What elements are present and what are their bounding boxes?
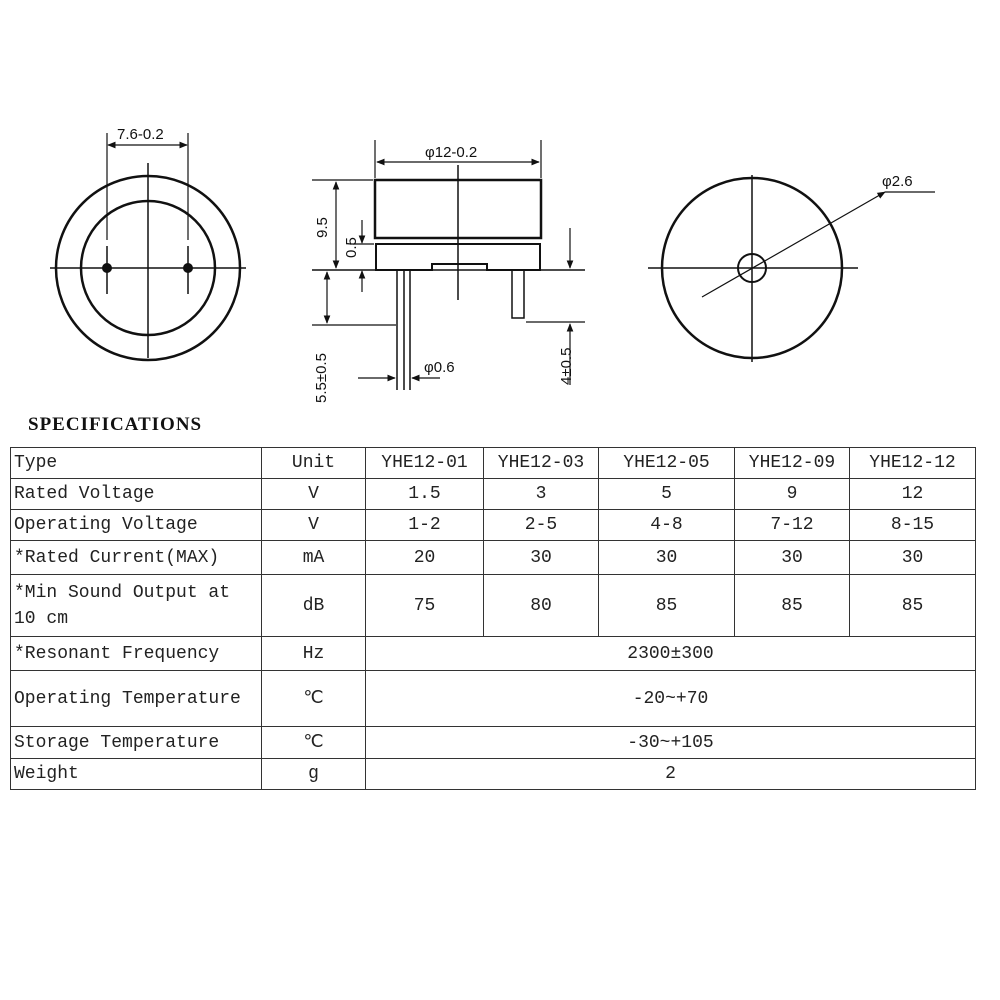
row-label: Operating Temperature [11, 671, 262, 727]
pin-offset-label: 4±0.5 [558, 347, 575, 385]
header-cell: YHE12-09 [735, 448, 850, 479]
pin-diameter-label: φ0.6 [424, 359, 455, 376]
header-cell: YHE12-01 [366, 448, 484, 479]
specifications-table [10, 447, 976, 790]
table-cell: 20 [366, 541, 484, 575]
table-row [11, 575, 976, 637]
row-unit: ℃ [262, 671, 366, 727]
table-row [11, 759, 976, 790]
height-label: 9.5 [314, 217, 331, 238]
pin-right-lead [512, 270, 524, 318]
table-cell: 5 [599, 479, 735, 510]
specifications-title: SPECIFICATIONS [28, 414, 203, 435]
row-label: *Min Sound Output at 10 cm [11, 575, 262, 637]
table-cell: 30 [850, 541, 976, 575]
row-label: Storage Temperature [11, 727, 262, 759]
pin-left [103, 264, 112, 273]
hole-diameter-label: φ2.6 [882, 173, 913, 190]
table-cell: 8-15 [850, 510, 976, 541]
top-view [648, 175, 935, 362]
table-cell: 1.5 [366, 479, 484, 510]
table-cell: 80 [484, 575, 599, 637]
diameter-label: φ12-0.2 [425, 144, 478, 161]
row-label: Operating Voltage [11, 510, 262, 541]
row-unit: V [262, 510, 366, 541]
pin-spacing-label: 7.6-0.2 [117, 126, 164, 143]
table-cell: 3 [484, 479, 599, 510]
row-label: *Rated Current(MAX) [11, 541, 262, 575]
row-unit: mA [262, 541, 366, 575]
table-row [11, 671, 976, 727]
side-view [312, 140, 585, 390]
table-cell: 85 [735, 575, 850, 637]
header-cell: YHE12-03 [484, 448, 599, 479]
header-cell: YHE12-05 [599, 448, 735, 479]
table-cell: 4-8 [599, 510, 735, 541]
merged-value-cell: -20~+70 [366, 671, 976, 727]
row-unit: Hz [262, 637, 366, 671]
table-cell: 85 [599, 575, 735, 637]
header-cell: YHE12-12 [850, 448, 976, 479]
table-cell: 2-5 [484, 510, 599, 541]
front-view [50, 133, 246, 360]
table-cell: 12 [850, 479, 976, 510]
table-row [11, 637, 976, 671]
hole-diameter-leader [702, 192, 885, 297]
table-cell: 7-12 [735, 510, 850, 541]
merged-value-cell: 2 [366, 759, 976, 790]
pin-left-lead [397, 270, 410, 390]
row-unit: ℃ [262, 727, 366, 759]
row-unit: V [262, 479, 366, 510]
table-row [11, 541, 976, 575]
merged-value-cell: 2300±300 [366, 637, 976, 671]
table-cell: 30 [484, 541, 599, 575]
header-cell: Unit [262, 448, 366, 479]
mechanical-drawings [0, 0, 1000, 410]
table-row [11, 479, 976, 510]
table-row [11, 510, 976, 541]
table-cell: 1-2 [366, 510, 484, 541]
table-cell: 30 [735, 541, 850, 575]
table-row [11, 727, 976, 759]
row-unit: dB [262, 575, 366, 637]
table-header-row [11, 448, 976, 479]
row-label: *Resonant Frequency [11, 637, 262, 671]
row-unit: g [262, 759, 366, 790]
pin-right [184, 264, 193, 273]
step-label: 0.5 [343, 237, 360, 258]
pin-length-label: 5.5±0.5 [313, 353, 330, 403]
header-cell: Type [11, 448, 262, 479]
merged-value-cell: -30~+105 [366, 727, 976, 759]
table-cell: 9 [735, 479, 850, 510]
table-cell: 75 [366, 575, 484, 637]
row-label: Weight [11, 759, 262, 790]
row-label: Rated Voltage [11, 479, 262, 510]
table-cell: 85 [850, 575, 976, 637]
table-cell: 30 [599, 541, 735, 575]
